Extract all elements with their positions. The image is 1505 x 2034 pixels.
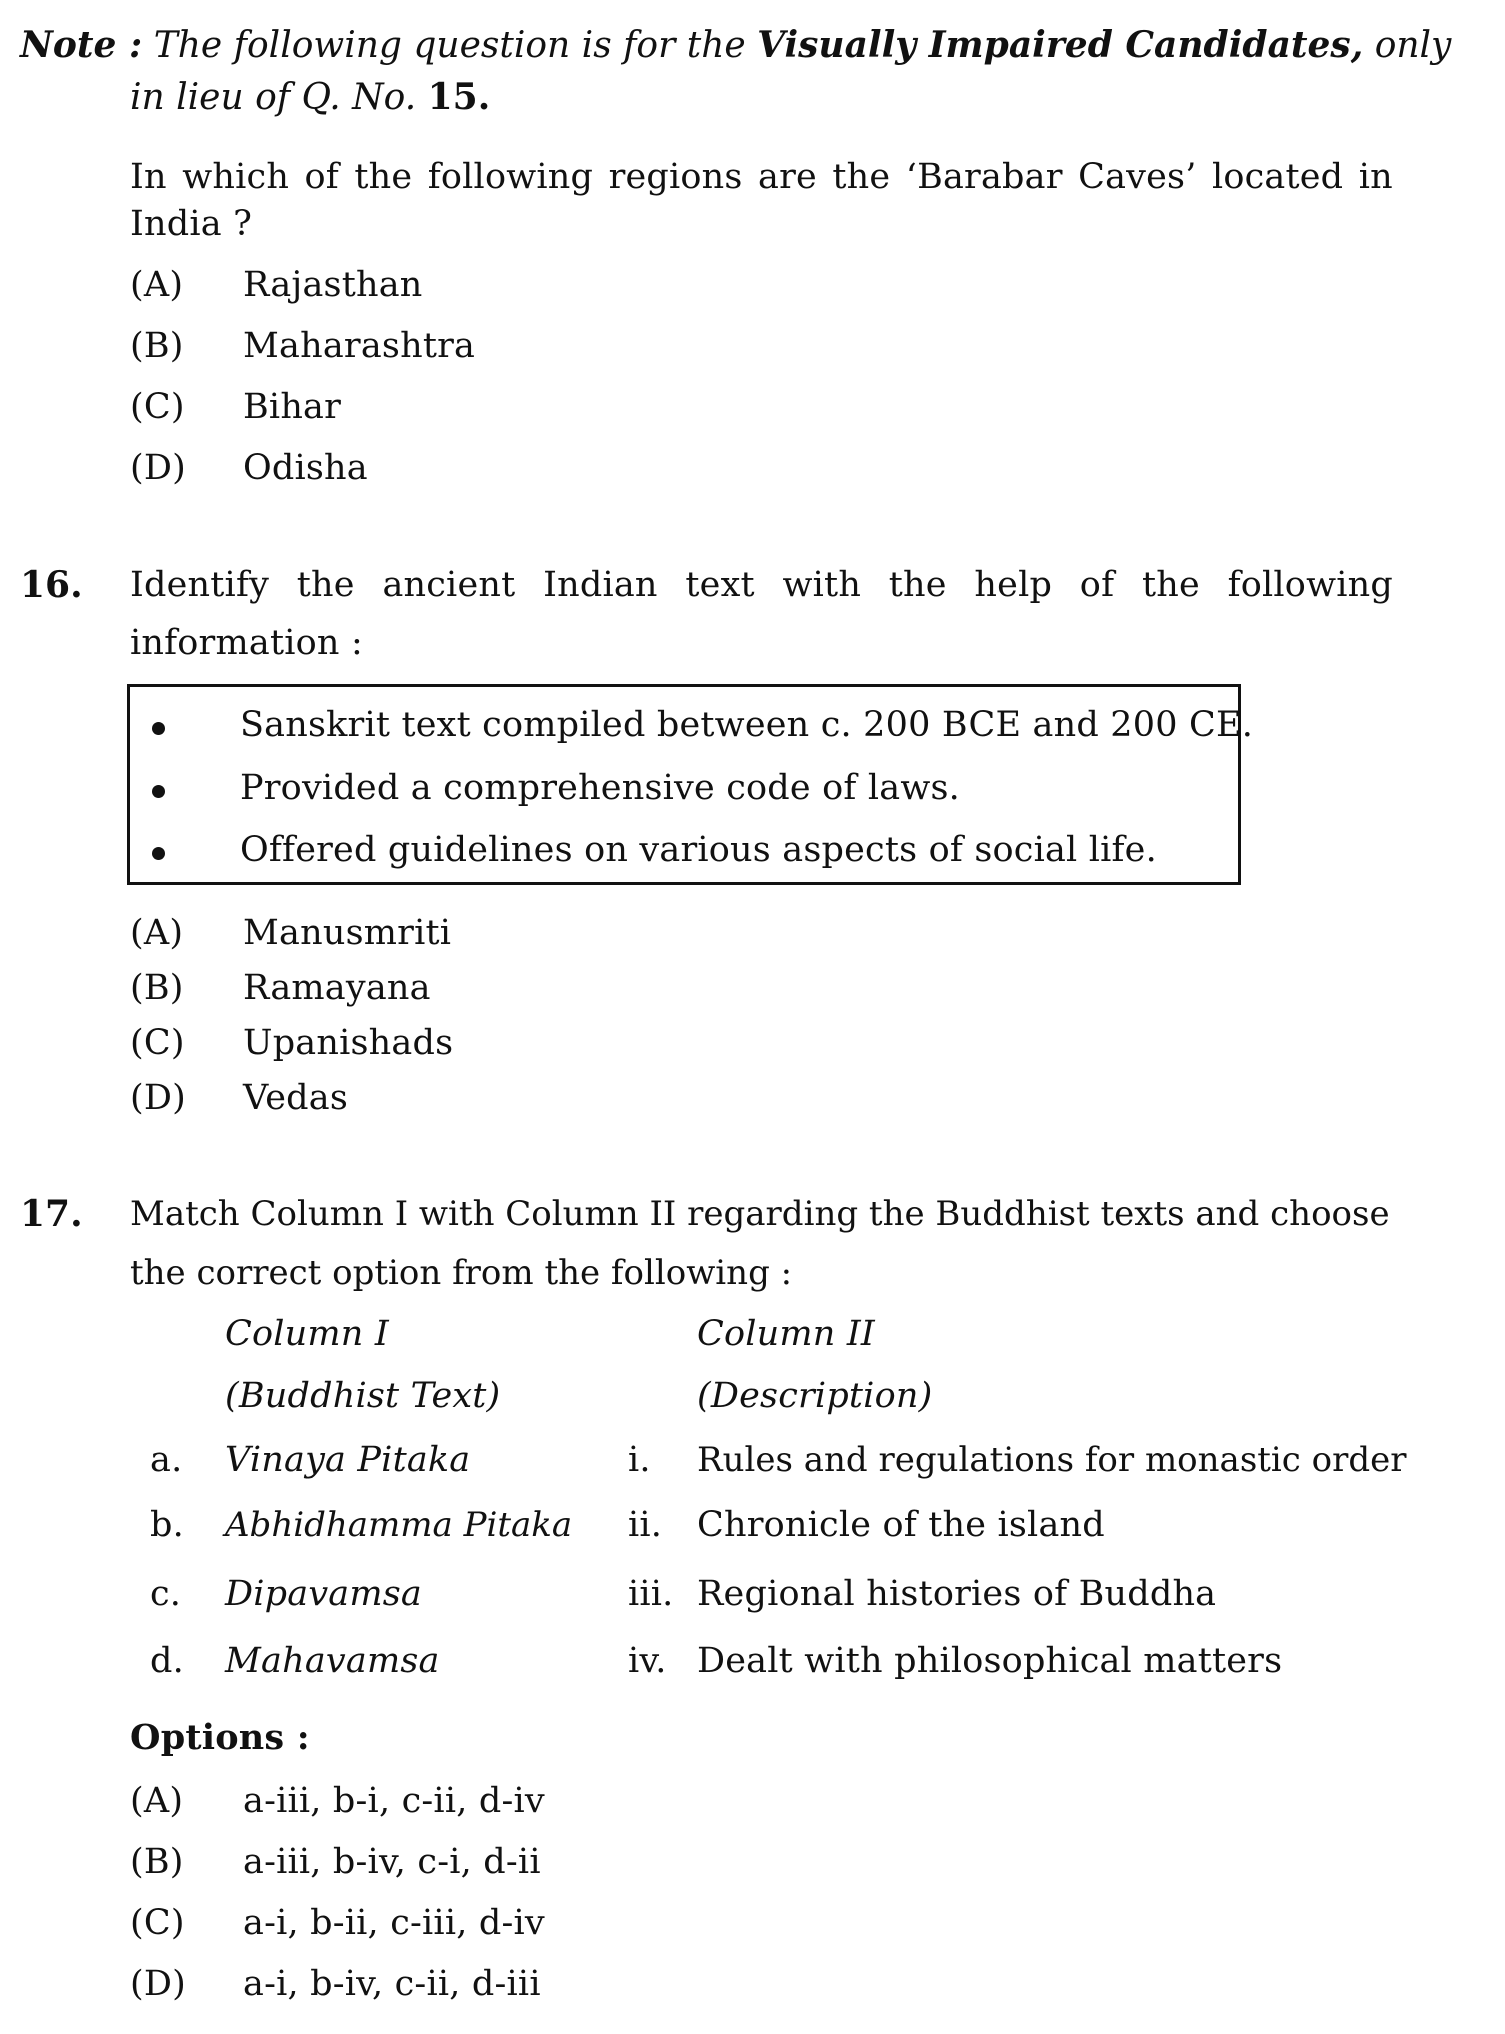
option-text: Ramayana	[243, 968, 431, 1008]
row-num: i.	[628, 1440, 651, 1480]
option-letter: (B)	[130, 1842, 184, 1882]
note-text-before: The following question is for the	[153, 25, 746, 66]
match-row	[0, 1640, 1505, 1682]
q17-option-d[interactable]	[0, 1963, 800, 2005]
note-bold-text: Visually Impaired Candidates,	[757, 24, 1364, 66]
note-label: Note :	[20, 24, 143, 66]
q17-option-a[interactable]	[0, 1780, 800, 1822]
option-letter: (C)	[130, 1903, 185, 1943]
buddhist-text: Dipavamsa	[225, 1574, 422, 1614]
note-line2-text: in lieu of Q. No.	[130, 77, 417, 118]
option-text: Rajasthan	[243, 265, 423, 305]
word: the	[1141, 565, 1200, 605]
word: Indian	[543, 565, 658, 605]
q17-stem-line-2: the correct option from the following :	[130, 1253, 793, 1293]
word: located	[1211, 157, 1344, 197]
option-letter: (A)	[130, 265, 184, 305]
option-text: Maharashtra	[243, 326, 476, 366]
word: of	[304, 157, 339, 197]
options-label: Options :	[130, 1717, 310, 1758]
option-letter: (B)	[130, 326, 184, 366]
note-text-after: only	[1374, 25, 1452, 66]
bullet-icon	[152, 785, 165, 798]
word: help	[974, 565, 1053, 605]
q16-option-a[interactable]	[0, 912, 800, 954]
description: Regional histories of Buddha	[697, 1574, 1217, 1614]
q16-fact-1: Sanskrit text compiled between c. 200 BCE and 200 CE.	[240, 705, 1254, 745]
word: following	[1227, 565, 1393, 605]
column-1-subheader: (Buddhist Text)	[225, 1376, 501, 1416]
q16-stem-line-2: information :	[130, 623, 363, 663]
option-text: Manusmriti	[243, 913, 452, 953]
option-letter: (D)	[130, 1078, 186, 1118]
q16-facts-box	[127, 684, 1254, 885]
word: In	[130, 157, 167, 197]
word: Identify	[130, 565, 270, 605]
match-row	[0, 1504, 1505, 1546]
q17-stem-line-1: Match Column I with Column II regarding the Buddhist texts and choose	[130, 1194, 1390, 1234]
row-key: b.	[150, 1505, 184, 1545]
q15-alt-stem-line-1	[130, 156, 1393, 198]
q17-number: 17.	[20, 1193, 83, 1235]
description: Chronicle of the island	[697, 1505, 1105, 1545]
option-letter: (B)	[130, 968, 184, 1008]
column-1-header: Column I	[225, 1314, 389, 1354]
option-letter: (A)	[130, 1781, 184, 1821]
bullet-icon	[152, 722, 165, 735]
note-question-ref: 15.	[427, 76, 491, 118]
option-letter: (C)	[130, 1023, 185, 1063]
q16-number: 16.	[20, 564, 83, 606]
row-num: ii.	[628, 1505, 663, 1545]
word: of	[1079, 565, 1115, 605]
option-text: Upanishads	[243, 1023, 454, 1063]
option-text: a-i, b-iv, c-ii, d-iii	[243, 1964, 541, 2004]
row-num: iv.	[628, 1641, 667, 1681]
word: following	[427, 157, 594, 197]
option-text: Bihar	[243, 387, 342, 427]
note-line-1	[20, 24, 1451, 67]
word: text	[685, 565, 755, 605]
word: Caves’	[1078, 157, 1197, 197]
q15-option-a[interactable]	[0, 264, 800, 306]
word: the	[296, 565, 355, 605]
row-key: a.	[150, 1440, 183, 1480]
column-2-subheader: (Description)	[697, 1376, 933, 1416]
q16-option-c[interactable]	[0, 1022, 800, 1064]
q15-option-b[interactable]	[0, 325, 800, 367]
q16-option-b[interactable]	[0, 967, 800, 1009]
option-text: a-iii, b-iv, c-i, d-ii	[243, 1842, 541, 1882]
q16-option-d[interactable]	[0, 1077, 800, 1119]
q17-option-b[interactable]	[0, 1841, 800, 1883]
word: are	[758, 157, 817, 197]
q15-alt-stem-line-2: India ?	[130, 204, 253, 244]
bullet-icon	[152, 847, 165, 860]
option-letter: (D)	[130, 448, 186, 488]
word: ‘Barabar	[905, 157, 1063, 197]
q15-option-d[interactable]	[0, 447, 800, 489]
option-letter: (A)	[130, 913, 184, 953]
q17-option-c[interactable]	[0, 1902, 800, 1944]
option-text: Vedas	[243, 1078, 349, 1118]
option-text: a-iii, b-i, c-ii, d-iv	[243, 1781, 545, 1821]
word: the	[888, 565, 947, 605]
match-row	[0, 1573, 1505, 1615]
q16-stem-line-1	[130, 564, 1393, 606]
word: regions	[608, 157, 743, 197]
option-text: Odisha	[243, 448, 368, 488]
word: which	[182, 157, 290, 197]
buddhist-text: Vinaya Pitaka	[225, 1440, 471, 1480]
row-key: c.	[150, 1574, 182, 1614]
option-text: a-i, b-ii, c-iii, d-iv	[243, 1903, 545, 1943]
note-line-2	[130, 76, 490, 119]
column-2-header: Column II	[697, 1314, 875, 1354]
q15-option-c[interactable]	[0, 386, 800, 428]
word: in	[1358, 157, 1393, 197]
word: with	[782, 565, 862, 605]
row-key: d.	[150, 1641, 184, 1681]
buddhist-text: Abhidhamma Pitaka	[225, 1505, 573, 1545]
q16-fact-2: Provided a comprehensive code of laws.	[240, 768, 961, 808]
description: Rules and regulations for monastic order	[697, 1440, 1407, 1480]
word: the	[354, 157, 413, 197]
q16-fact-3: Offered guidelines on various aspects of social life.	[240, 830, 1157, 870]
word: the	[832, 157, 891, 197]
option-letter: (C)	[130, 387, 185, 427]
option-letter: (D)	[130, 1964, 186, 2004]
buddhist-text: Mahavamsa	[225, 1641, 440, 1681]
description: Dealt with philosophical matters	[697, 1641, 1283, 1681]
word: ancient	[382, 565, 516, 605]
row-num: iii.	[628, 1574, 674, 1614]
match-row	[0, 1439, 1505, 1481]
